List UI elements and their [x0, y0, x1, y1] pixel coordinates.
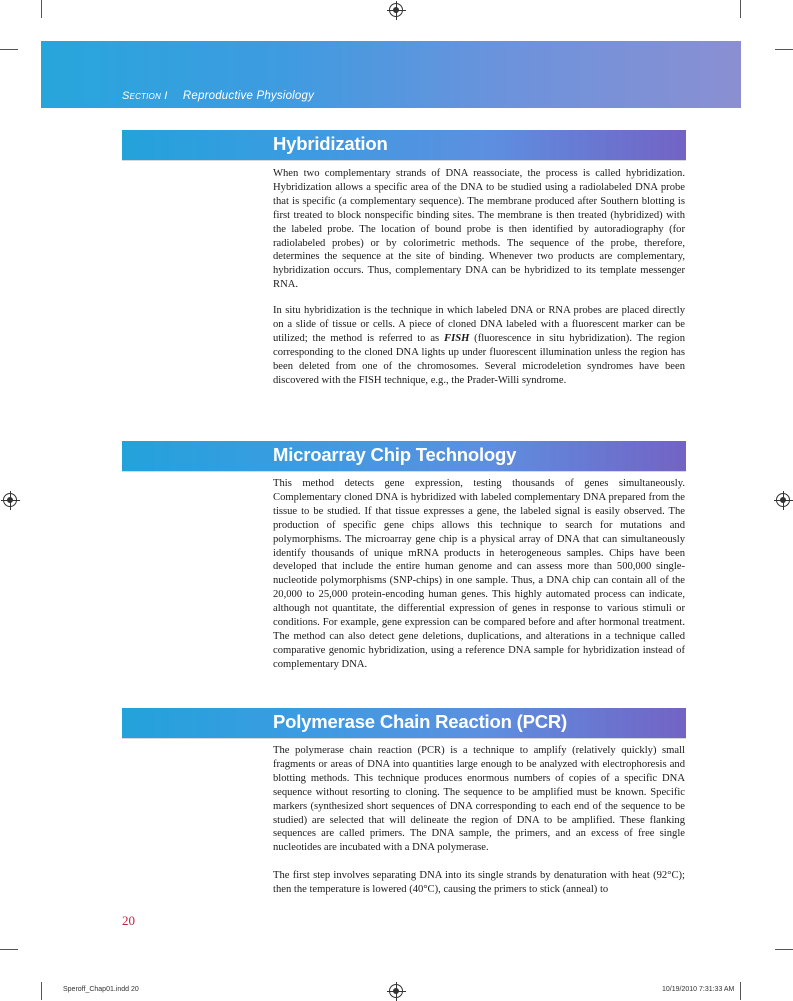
- page-number: 20: [122, 913, 135, 928]
- body-paragraph: In situ hybridization is the technique in which labeled DNA or RNA probes are placed directly on a slide of tissue or cells. A piece of cloned DNA labeled with a fluorescent marker can be utilized; the method is referred to as FISH (fluorescence in situ hybridization). The region corresponding to the cloned DNA lights up under fluorescent illumination unless the region has been deleted from one of the chromosomes. Several microdeletion syndromes have been discovered with the FISH technique, e.g., the Prader-Willi syndrome.: [273, 305, 685, 386]
- body-paragraph: The first step involves separating DNA into its single strands by denaturation with heat (92°C); then the temperature is lowered (40°C), causing the primers to stick (anneal) to: [273, 870, 685, 895]
- fish-term: FISH: [444, 332, 470, 344]
- body-paragraph: This method detects gene expression, testing thousands of genes simultaneously. Complementary cloned DNA is hybridized with labeled complementary DNA prepared from the tissue to be studied. If that tissue expresses a gene, the labeled signal is easily observed. The production of specific gene chips allows this technique to search for mutations and polymorphisms. The microarray gene chip is a physical array of DNA that can simultaneously identify thousands of unique mRNA products in heterogeneous samples. Chips have been developed that include the entire human genome and can assess more than 500,000 single-nucleotide polymorphisms (SNP-chips) in one sample. Thus, a DNA chip can contain all of the 20,000 to 25,000 protein-encoding human genes. This highly automated process can indicate, although not quantitate, the differential expression of genes in response to various stimuli or conditions. For example, gene expression can be compared before and after hormonal treatment. The method can also detect gene deletions, duplications, and alterations in a technique called comparative genomic hybridization, using a reference DNA sample for hybridization instead of complementary DNA.: [273, 478, 685, 670]
- section-label: Section I: [122, 90, 168, 102]
- crop-mark: [775, 949, 793, 950]
- registration-mark-icon: [3, 493, 17, 507]
- section-title: Microarray Chip Technology: [273, 444, 517, 465]
- registration-mark-icon: [776, 493, 790, 507]
- body-paragraph: The polymerase chain reaction (PCR) is a technique to amplify (relatively quickly) small fragments or areas of DNA into quantities large enough to be analyzed with electrophoresis and blotting methods. This technique produces enormous numbers of copies of a specific DNA sequence without resorting to cloning. The sequence to be amplified must be known. Specific markers (synthesized short sequences of DNA corresponding to each end of the sequence to be studied) are selected that will delineate the region of DNA to be amplified. These flanking sequences are called primers. The DNA sample, the primers, and an excess of free single nucleotides are incubated with a DNA polymerase.: [273, 745, 685, 854]
- slug-timestamp: 10/19/2010 7:31:33 AM: [662, 986, 735, 993]
- chapter-title: Reproductive Physiology: [182, 90, 315, 102]
- crop-mark: [0, 949, 18, 950]
- registration-mark-icon: [389, 984, 403, 998]
- crop-mark: [0, 49, 18, 50]
- slug-file: Speroff_Chap01.indd 20: [63, 986, 139, 993]
- crop-mark: [775, 49, 793, 50]
- section-heading-bar: [122, 130, 686, 160]
- body-paragraph: When two complementary strands of DNA reassociate, the process is called hybridization. Hybridization allows a specific area of the DNA to be studied using a radiolabeled DNA probe that is specific (a complementary sequence). The membrane produced after Southern blotting is first treated to block nonspecific binding sites. The membrane is then treated (hybridized) with the labeled probe. The location of bound probe is then identified by autoradiography (for radiolabeled probes) or by colorimetric methods. The sequence of the probe, therefore, determines the sequence at the site of binding. Whenever two products are complementary, hybridization occurs. Thus, complementary DNA can be hybridized to its template messenger RNA.: [273, 168, 685, 291]
- section-heading-bar: [122, 708, 686, 738]
- section-title: Polymerase Chain Reaction (PCR): [273, 711, 567, 732]
- registration-mark-icon: [389, 3, 403, 17]
- crop-mark: [740, 982, 741, 1000]
- crop-mark: [740, 0, 741, 18]
- running-head: [122, 90, 314, 102]
- section-title: Hybridization: [273, 133, 388, 154]
- crop-mark: [41, 982, 42, 1000]
- crop-mark: [41, 0, 42, 18]
- section-heading-bar: [122, 441, 686, 471]
